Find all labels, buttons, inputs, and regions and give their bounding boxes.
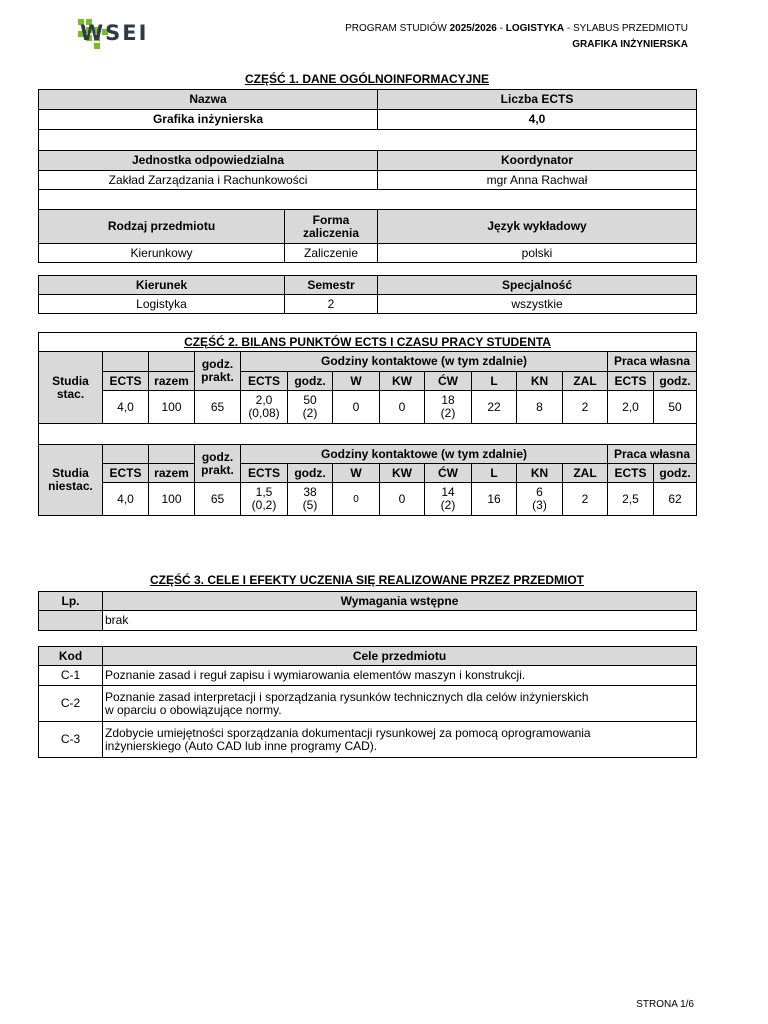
- contact-ects-col: ECTS: [241, 372, 288, 391]
- niestac-w: 0: [333, 483, 380, 516]
- ects-header: Liczba ECTS: [378, 90, 697, 110]
- kw-col: KW: [380, 372, 425, 391]
- own-work-header: Praca własna: [608, 352, 697, 372]
- stac-total: 100: [149, 391, 195, 424]
- type-header: Rodzaj przedmiotu: [39, 210, 285, 244]
- general-info-table: [38, 89, 697, 263]
- contact-hours-col: godz.: [288, 372, 333, 391]
- niestac-kw: 0: [380, 483, 425, 516]
- form-header: Forma zaliczenia: [285, 210, 378, 244]
- spacer-row: [39, 424, 697, 445]
- semester-value: 2: [285, 295, 378, 314]
- zal-col: ZAL: [563, 464, 608, 483]
- niestac-kn: 6 (3): [517, 483, 563, 516]
- part1-title: CZĘŚĆ 1. DANE OGÓLNOINFORMACYJNE: [244, 72, 490, 86]
- semester-header: Semestr: [285, 276, 378, 295]
- language-value: polski: [378, 244, 697, 263]
- direction-value: Logistyka: [39, 295, 285, 314]
- language-header: Język wykładowy: [378, 210, 697, 244]
- spacer-row: [39, 130, 697, 151]
- requirements-value: brak: [103, 611, 697, 631]
- niestac-cw: 14 (2): [425, 483, 472, 516]
- page-number: STRONA 1/6: [636, 999, 694, 1010]
- ects-balance-table: [38, 332, 697, 516]
- niestac-label: Studia niestac.: [39, 445, 103, 516]
- stac-practical: 65: [195, 391, 241, 424]
- blank-cell: [103, 352, 149, 372]
- contact-ects-col: ECTS: [241, 464, 288, 483]
- cw-col: ĆW: [425, 372, 472, 391]
- name-value: Grafika inżynierska: [39, 110, 378, 130]
- stac-contact-ects: 2,0 (0,08): [241, 391, 288, 424]
- coordinator-value: mgr Anna Rachwał: [378, 171, 697, 190]
- table-row: [39, 722, 697, 758]
- specialty-header: Specjalność: [378, 276, 697, 295]
- name-header: Nazwa: [39, 90, 378, 110]
- spacer-row: [39, 190, 697, 210]
- stac-label: Studia stac.: [39, 352, 103, 424]
- table-row: [39, 391, 697, 424]
- direction-table: [38, 275, 697, 314]
- l-col: L: [472, 372, 517, 391]
- blank-cell: [149, 445, 195, 464]
- stac-w: 0: [333, 391, 380, 424]
- form-value: Zaliczenie: [285, 244, 378, 263]
- part3-title: CZĘŚĆ 3. CELE I EFEKTY UCZENIA SIĘ REALIZOWANE PRZEZ PRZEDMIOT: [149, 573, 585, 587]
- logo-text: WSEI: [80, 21, 149, 45]
- own-ects-col: ECTS: [608, 464, 654, 483]
- niestac-own-ects: 2,5: [608, 483, 654, 516]
- niestac-contact-hours: 38 (5): [288, 483, 333, 516]
- stac-cw: 18 (2): [425, 391, 472, 424]
- own-work-header: Praca własna: [608, 445, 697, 464]
- goal-text: Poznanie zasad i reguł zapisu i wymiarowania elementów maszyn i konstrukcji.: [103, 666, 697, 686]
- contact-hours-col: godz.: [288, 464, 333, 483]
- stac-own-ects: 2,0: [608, 391, 654, 424]
- kn-col: KN: [517, 372, 563, 391]
- total-col: razem: [149, 372, 195, 391]
- niestac-practical: 65: [195, 483, 241, 516]
- blank-cell: [149, 352, 195, 372]
- zal-col: ZAL: [563, 372, 608, 391]
- contact-hours-header: Godziny kontaktowe (w tym zdalnie): [241, 445, 608, 464]
- goals-table: [38, 646, 697, 758]
- own-ects-col: ECTS: [608, 372, 654, 391]
- table-row: [39, 686, 697, 722]
- goal-code: C-2: [39, 686, 103, 722]
- type-value: Kierunkowy: [39, 244, 285, 263]
- coordinator-header: Koordynator: [378, 151, 697, 171]
- contact-hours-header: Godziny kontaktowe (w tym zdalnie): [241, 352, 608, 372]
- specialty-value: wszystkie: [378, 295, 697, 314]
- niestac-total: 100: [149, 483, 195, 516]
- direction-header: Kierunek: [39, 276, 285, 295]
- stac-own-hours: 50: [654, 391, 697, 424]
- program-header-line: PROGRAM STUDIÓW 2025/2026 - LOGISTYKA - SYLABUS PRZEDMIOTU: [345, 23, 688, 34]
- ects-col: ECTS: [103, 464, 149, 483]
- goals-header: Cele przedmiotu: [103, 647, 697, 666]
- blank-cell: [39, 611, 103, 631]
- practical-hours-header: godz. prakt.: [195, 445, 241, 483]
- table-row: [39, 666, 697, 686]
- l-col: L: [472, 464, 517, 483]
- goal-code: C-3: [39, 722, 103, 758]
- practical-hours-header: godz. prakt.: [195, 352, 241, 391]
- ects-value: 4,0: [378, 110, 697, 130]
- total-col: razem: [149, 464, 195, 483]
- stac-kw: 0: [380, 391, 425, 424]
- goal-code: C-1: [39, 666, 103, 686]
- stac-l: 22: [472, 391, 517, 424]
- niestac-contact-ects: 1,5 (0,2): [241, 483, 288, 516]
- w-col: W: [333, 464, 380, 483]
- unit-header: Jednostka odpowiedzialna: [39, 151, 378, 171]
- code-header: Kod: [39, 647, 103, 666]
- niestac-l: 16: [472, 483, 517, 516]
- goal-text: Poznanie zasad interpretacji i sporządzania rysunków technicznych dla celów inżynierskich w oparciu o obowiązujące normy.: [103, 686, 697, 722]
- stac-kn: 8: [517, 391, 563, 424]
- unit-value: Zakład Zarządzania i Rachunkowości: [39, 171, 378, 190]
- ects-col: ECTS: [103, 372, 149, 391]
- stac-ects: 4,0: [103, 391, 149, 424]
- own-hours-col: godz.: [654, 464, 697, 483]
- stac-contact-hours: 50 (2): [288, 391, 333, 424]
- w-col: W: [333, 372, 380, 391]
- part2-title: CZĘŚĆ 2. BILANS PUNKTÓW ECTS I CZASU PRACY STUDENTA: [39, 333, 697, 352]
- table-row: [39, 483, 697, 516]
- blank-cell: [103, 445, 149, 464]
- kw-col: KW: [380, 464, 425, 483]
- requirements-header: Wymagania wstępne: [103, 592, 697, 611]
- kn-col: KN: [517, 464, 563, 483]
- goal-text: Zdobycie umiejętności sporządzania dokumentacji rysunkowej za pomocą oprogramowania inżynierskiego (Auto CAD lub inne programy CAD).: [103, 722, 697, 758]
- niestac-zal: 2: [563, 483, 608, 516]
- lp-header: Lp.: [39, 592, 103, 611]
- niestac-ects: 4,0: [103, 483, 149, 516]
- own-hours-col: godz.: [654, 372, 697, 391]
- cw-col: ĆW: [425, 464, 472, 483]
- requirements-table: [38, 591, 697, 631]
- stac-zal: 2: [563, 391, 608, 424]
- niestac-own-hours: 62: [654, 483, 697, 516]
- course-header-line: GRAFIKA INŻYNIERSKA: [572, 39, 688, 50]
